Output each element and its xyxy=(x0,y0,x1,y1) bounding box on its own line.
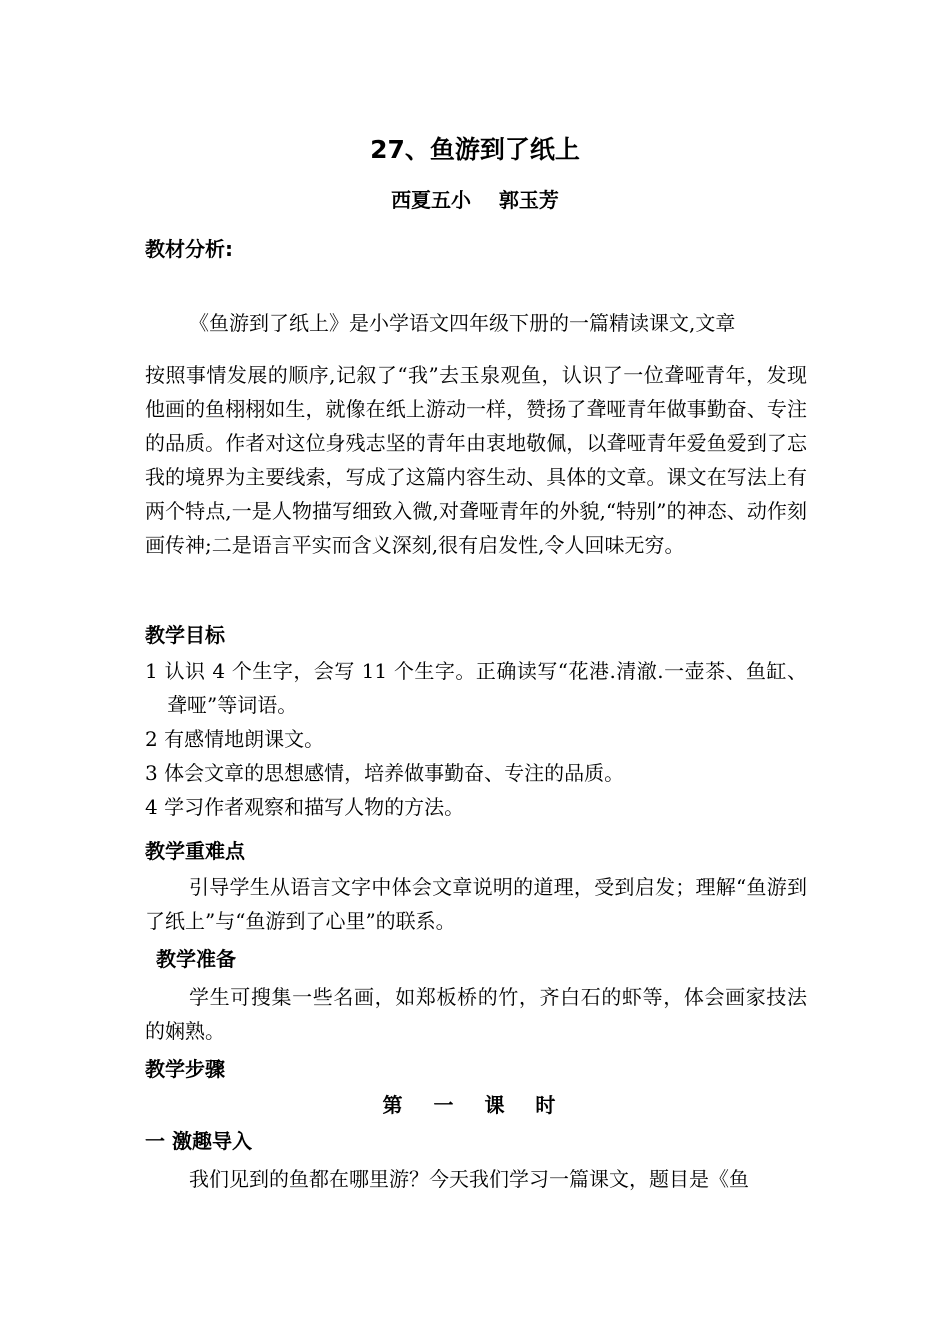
lesson-title: 第 一 课 时 xyxy=(382,1093,568,1117)
document-title: 27、鱼游到了纸上 xyxy=(370,135,580,164)
goal-item: 4 学习作者观察和描写人物的方法。 xyxy=(145,795,465,819)
analysis-heading: 教材分析: xyxy=(145,237,233,261)
analysis-first-line: 《鱼游到了纸上》是小学语文四年级下册的一篇精读课文,文章 xyxy=(189,311,736,335)
analysis-paragraph: 按照事情发展的顺序,记叙了“我”去玉泉观鱼，认识了一位聋哑青年，发现他画的鱼栩栩如生，就像在纸上游动一样，赞扬了聋哑青年做事勤奋、专注的品质。作者对这位身残志坚的青年由衷地敬佩，以聋哑青年爱鱼爱到了忘我的境界为主要线索，写成了这篇内容生动、具体的文章。课文在写法上有两个特点,一是人物描写细致入微,对聋哑青年的外貌,“特别”的神态、动作刻画传神;二是语言平实而含义深刻,很有启发性,令人回味无穷。 xyxy=(145,363,807,557)
goals-heading: 教学目标 xyxy=(145,623,225,647)
goal-item: 2 有感情地朗课文。 xyxy=(145,727,325,751)
prep-heading: 教学准备 xyxy=(156,947,236,971)
step1-heading: 一 激趣导入 xyxy=(145,1129,252,1153)
prep-paragraph: 学生可搜集一些名画，如郑板桥的竹，齐白石的虾等，体会画家技法的娴熟。 xyxy=(145,985,807,1043)
goals-list xyxy=(145,654,807,824)
goal-item: 1 认识 4 个生字，会写 11 个生字。正确读写“花港.清澈.一壶茶、鱼缸、聋哑”等词语。 xyxy=(145,659,807,717)
steps-heading: 教学步骤 xyxy=(145,1057,225,1081)
keypoints-paragraph: 引导学生从语言文字中体会文章说明的道理，受到启发；理解“鱼游到了纸上”与“鱼游到了心里”的联系。 xyxy=(145,875,807,933)
goal-item: 3 体会文章的思想感情，培养做事勤奋、专注的品质。 xyxy=(145,761,625,785)
step1-paragraph: 我们见到的鱼都在哪里游？今天我们学习一篇课文，题目是《鱼 xyxy=(189,1167,749,1191)
author-line: 西夏五小 郭玉芳 xyxy=(391,188,559,212)
keypoints-heading: 教学重难点 xyxy=(145,839,245,863)
